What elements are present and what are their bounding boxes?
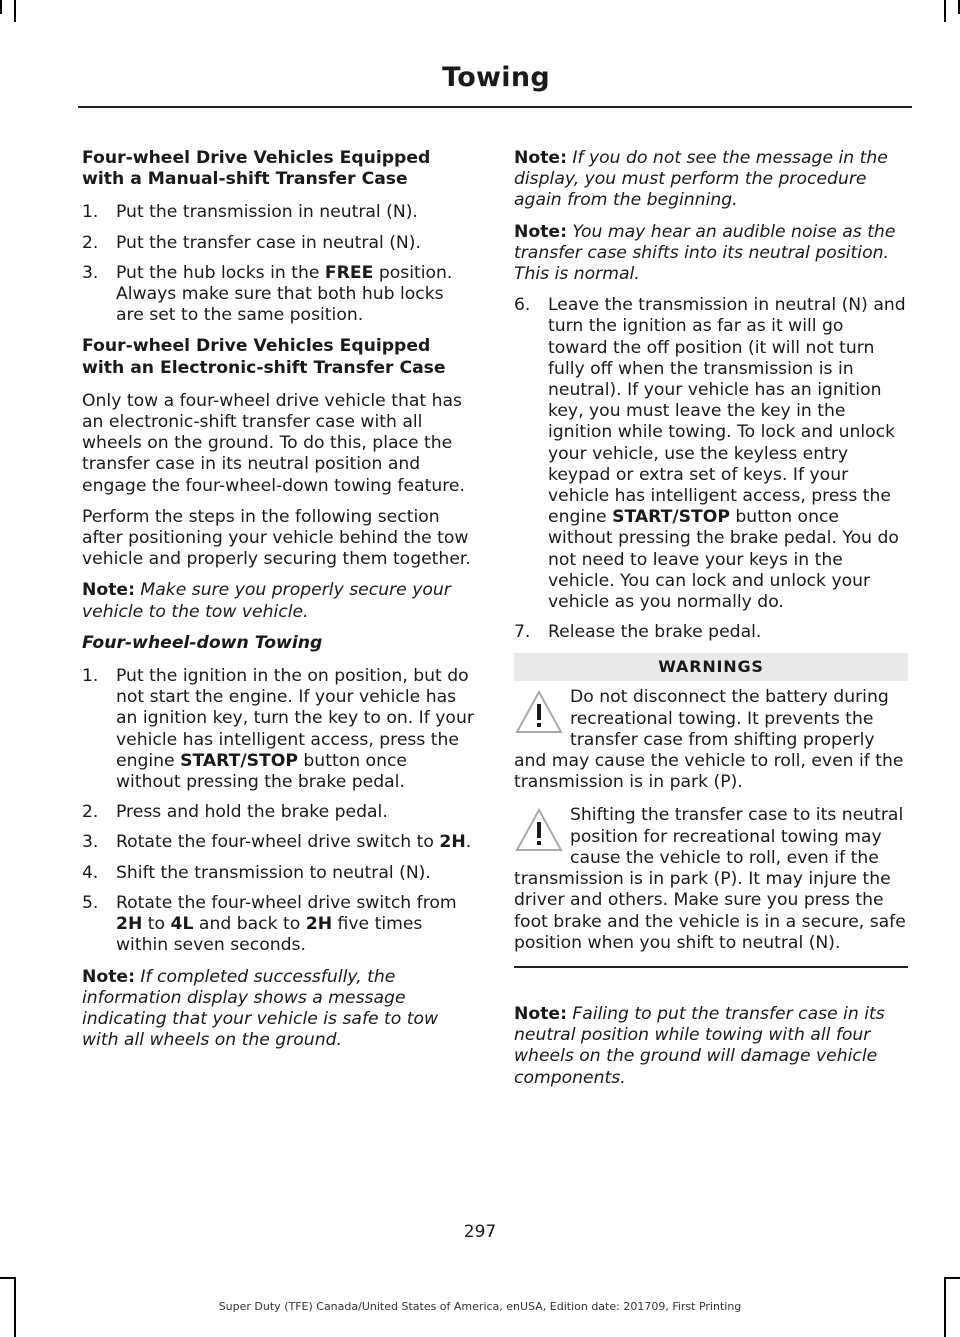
note-text: Make sure you properly secure your vehicle to the tow vehicle.	[82, 580, 451, 622]
header-rule	[78, 106, 912, 108]
list-item	[514, 622, 908, 643]
step-number: 3.	[82, 262, 99, 283]
note-label: Note:	[514, 1003, 567, 1024]
step-text: Press and hold the brake pedal.	[116, 802, 388, 823]
step-number: 1.	[82, 666, 99, 687]
right-column	[514, 148, 908, 1099]
section-heading-electronic-shift: Four-wheel Drive Vehicles Equipped with an Electronic-shift Transfer Case	[82, 336, 446, 378]
warning-text: Shifting the transfer case to its neutral position for recreational towing may cause the vehicle to roll, even if the transmission is in park (P). It may injure the driver and others. Make sure you press the foot brake and the vehicle is in a secure, safe position when you shift to neutral (N).	[514, 805, 906, 953]
crop-mark	[14, 0, 16, 22]
paragraph: Perform the steps in the following section after positioning your vehicle behind the tow vehicle and properly securing them together.	[82, 506, 471, 570]
step-number: 1.	[82, 202, 99, 223]
note	[514, 222, 908, 286]
note-label: Note:	[82, 580, 135, 601]
step-text: .	[465, 832, 472, 853]
left-column	[82, 148, 476, 1061]
step-text: Release the brake pedal.	[548, 622, 762, 643]
warnings-header: WARNINGS	[514, 653, 908, 681]
warning-triangle-icon	[514, 807, 564, 853]
step-number: 7.	[514, 622, 531, 643]
step-number: 2.	[82, 802, 99, 823]
crop-mark	[944, 1277, 960, 1279]
free-keyword: FREE	[324, 262, 374, 283]
list-item	[82, 863, 476, 884]
step-text: Rotate the four-wheel drive switch from	[116, 892, 457, 913]
note-text: If completed successfully, the information display shows a message indicating that your vehicle is safe to tow with all wheels on the ground.	[82, 966, 439, 1051]
note	[514, 1004, 908, 1089]
mode-keyword: 4L	[170, 914, 194, 935]
list-item	[82, 202, 476, 223]
four-wheel-down-steps-continued	[514, 295, 908, 643]
list-item	[82, 233, 476, 254]
warning-triangle-icon	[514, 689, 564, 735]
page-title: Towing	[442, 62, 550, 93]
section-heading-four-wheel-down: Four-wheel-down Towing	[82, 632, 323, 653]
step-text: Leave the transmission in neutral (N) and turn the ignition as far as it will go toward the off position (it will not turn fully off when the transmission is in neutral). If your vehicle has an ignition key, you must leave the key in the ignition while towing. To lock and unlock your vehicle, use the keyless entry keypad or extra set of keys. If your vehicle has intelligent access, press the engine	[548, 295, 906, 528]
note-label: Note:	[514, 148, 567, 168]
note-text: If you do not see the message in the display, you must perform the procedure again from the beginning.	[514, 148, 888, 211]
step-text: button once without pressing the brake pedal.	[116, 750, 407, 793]
mode-keyword: 2H	[305, 914, 333, 935]
step-text: Rotate the four-wheel drive switch to	[116, 832, 440, 853]
section-heading-manual-shift: Four-wheel Drive Vehicles Equipped with a Manual-shift Transfer Case	[82, 148, 431, 190]
step-text: position. Always make sure that both hub locks are set to the same position.	[116, 262, 453, 326]
start-stop-keyword: START/STOP	[180, 750, 298, 771]
note	[82, 967, 476, 1052]
step-text: Put the hub locks in the	[116, 262, 325, 283]
step-text: Shift the transmission to neutral (N).	[116, 862, 431, 883]
warning-text: Do not disconnect the battery during recreational towing. It prevents the transfer case from shifting properly and may cause the vehicle to roll, even if the transmission is in park (P).	[514, 687, 904, 793]
step-text: Put the transfer case in neutral (N).	[116, 232, 421, 253]
step-number: 6.	[514, 295, 531, 316]
note-label: Note:	[82, 966, 135, 987]
list-item	[82, 893, 476, 957]
warning-item	[514, 805, 908, 953]
step-text: button once without pressing the brake pedal. You do not need to leave your keys in the vehicle. You can lock and unlock your vehicle as you normally do.	[548, 507, 899, 613]
step-number: 3.	[82, 832, 99, 853]
step-number: 2.	[82, 232, 99, 253]
step-text: to	[142, 914, 171, 935]
list-item	[514, 295, 908, 613]
warnings-divider	[514, 966, 908, 968]
start-stop-keyword: START/STOP	[612, 507, 730, 528]
step-text: five times within seven seconds.	[116, 914, 423, 956]
crop-mark	[944, 0, 946, 22]
crop-mark	[0, 1277, 16, 1279]
mode-keyword: 2H	[439, 832, 466, 853]
note-text: You may hear an audible noise as the transfer case shifts into its neutral position. This is normal.	[514, 221, 896, 285]
step-text: Put the transmission in neutral (N).	[116, 202, 418, 223]
paragraph: Only tow a four-wheel drive vehicle that has an electronic-shift transfer case with all wheels on the ground. To do this, place the transfer case in its neutral position and engage the four-wheel-down towing feature.	[82, 390, 465, 496]
warning-item	[514, 687, 908, 793]
list-item	[82, 802, 476, 823]
page-number: 297	[463, 1222, 497, 1242]
step-text: Put the ignition in the on position, but do not start the engine. If your vehicle has an ignition key, turn the key to on. If your vehicle has intelligent access, press the engine	[116, 666, 474, 771]
four-wheel-down-steps	[82, 666, 476, 956]
list-item	[82, 666, 476, 793]
note	[514, 148, 908, 212]
note	[82, 580, 476, 622]
edition-footer: Super Duty (TFE) Canada/United States of America, enUSA, Edition date: 201709, First Printing	[218, 1300, 742, 1313]
list-item	[82, 263, 476, 327]
step-number: 4.	[82, 862, 99, 883]
note-text: Failing to put the transfer case in its neutral position while towing with all four wheels on the ground will damage vehicle components.	[514, 1003, 885, 1088]
step-text: and back to	[193, 914, 306, 935]
step-number: 5.	[82, 892, 99, 913]
crop-mark	[0, 0, 2, 14]
mode-keyword: 2H	[116, 914, 143, 935]
note-label: Note:	[514, 221, 567, 242]
manual-shift-steps	[82, 202, 476, 326]
list-item	[82, 832, 476, 853]
